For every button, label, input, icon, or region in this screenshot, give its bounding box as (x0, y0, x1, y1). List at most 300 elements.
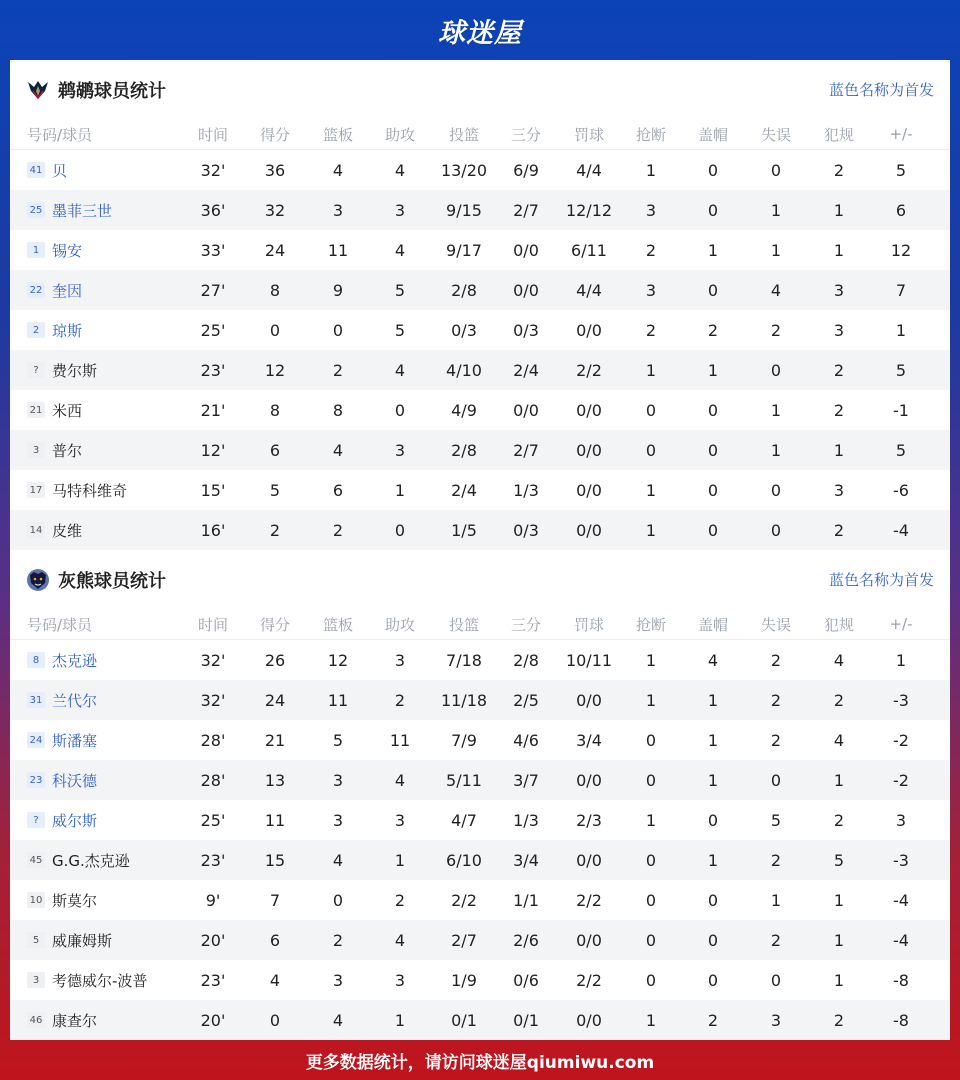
stat-blocks: 0 (707, 930, 719, 950)
stat-free-throws: 0/0 (576, 770, 602, 790)
stat-turnovers: 2 (770, 930, 782, 950)
player-name-link[interactable]: 皮维 (52, 521, 83, 540)
player-row[interactable] (10, 1000, 950, 1040)
stat-field-goals: 4/7 (451, 810, 477, 830)
stat-blocks: 0 (707, 480, 719, 500)
stat-points: 0 (269, 1010, 281, 1030)
stat-fouls: 1 (833, 770, 845, 790)
stat-fouls: 1 (833, 930, 845, 950)
stat-minutes: 16' (200, 520, 226, 540)
stat-assists: 1 (394, 1010, 406, 1030)
jersey-number-badge: 41 (27, 162, 45, 178)
stat-blocks: 4 (707, 650, 719, 670)
stat-points: 24 (264, 690, 286, 710)
stat-three-pointers: 0/1 (513, 1010, 539, 1030)
stat-blocks: 1 (707, 850, 719, 870)
stat-minutes: 15' (200, 480, 226, 500)
stat-free-throws: 12/12 (565, 200, 613, 220)
player-name-link[interactable]: 斯莫尔 (52, 891, 98, 910)
player-row[interactable] (10, 470, 950, 510)
stat-minutes: 28' (200, 770, 226, 790)
stat-rebounds: 3 (332, 970, 344, 990)
stat-points: 32 (264, 200, 286, 220)
stat-rebounds: 9 (332, 280, 344, 300)
player-row[interactable] (10, 510, 950, 550)
stat-steals: 0 (645, 730, 657, 750)
stat-minutes: 28' (200, 730, 226, 750)
player-name-link[interactable]: 米西 (52, 401, 83, 420)
stat-turnovers: 2 (770, 730, 782, 750)
site-logo[interactable]: 球迷屋 (438, 17, 522, 49)
stat-plus-minus: -3 (893, 690, 909, 710)
stat-rebounds: 3 (332, 200, 344, 220)
stat-three-pointers: 2/5 (513, 690, 539, 710)
grizzlies-logo-icon (26, 568, 50, 592)
stat-assists: 5 (394, 280, 406, 300)
stat-fouls: 2 (833, 400, 845, 420)
jersey-number-badge: 24 (27, 732, 45, 748)
stat-field-goals: 2/4 (451, 480, 477, 500)
stat-rebounds: 3 (332, 810, 344, 830)
stat-field-goals: 11/18 (440, 690, 488, 710)
stat-fouls: 2 (833, 520, 845, 540)
player-name-link[interactable]: 杰克逊 (52, 651, 98, 670)
stat-assists: 3 (394, 200, 406, 220)
stat-fouls: 2 (833, 160, 845, 180)
player-cell (27, 310, 207, 350)
stat-fouls: 1 (833, 890, 845, 910)
stat-plus-minus: -4 (893, 890, 909, 910)
stat-rebounds: 2 (332, 930, 344, 950)
stat-plus-minus: 3 (895, 810, 907, 830)
stat-plus-minus: 12 (890, 240, 912, 260)
stat-steals: 0 (645, 440, 657, 460)
starter-legend: 蓝色名称为首发 (828, 81, 934, 99)
player-name-link[interactable]: 马特科维奇 (52, 481, 128, 500)
stat-assists: 0 (394, 520, 406, 540)
player-row[interactable] (10, 720, 950, 760)
stat-points: 13 (264, 770, 286, 790)
stat-turnovers: 2 (770, 650, 782, 670)
stat-fouls: 1 (833, 240, 845, 260)
player-cell (27, 960, 207, 1000)
stat-plus-minus: 7 (895, 280, 907, 300)
player-name-link[interactable]: G.G.杰克逊 (52, 851, 130, 870)
stat-three-pointers: 0/3 (513, 320, 539, 340)
player-cell (27, 150, 207, 190)
stat-rebounds: 0 (332, 320, 344, 340)
column-header-fouls: 犯规 (823, 615, 854, 634)
player-row[interactable] (10, 310, 950, 350)
player-name-link[interactable]: 斯潘塞 (52, 731, 98, 750)
stat-blocks: 1 (707, 240, 719, 260)
column-header-blocks: 盖帽 (697, 125, 728, 144)
stat-rebounds: 2 (332, 360, 344, 380)
stat-points: 26 (264, 650, 286, 670)
stat-field-goals: 9/15 (446, 200, 482, 220)
stat-steals: 1 (645, 480, 657, 500)
column-header-free-throws: 罚球 (573, 125, 604, 144)
player-row[interactable] (10, 350, 950, 390)
jersey-number-badge: 2 (27, 322, 45, 338)
stat-rebounds: 5 (332, 730, 344, 750)
player-row[interactable] (10, 430, 950, 470)
team-title: 鹈鹕球员统计 (58, 80, 166, 102)
stat-free-throws: 0/0 (576, 930, 602, 950)
column-header-minutes: 时间 (197, 615, 228, 634)
stat-three-pointers: 4/6 (513, 730, 539, 750)
stat-free-throws: 0/0 (576, 400, 602, 420)
column-header-turnovers: 失误 (760, 125, 791, 144)
player-name-link[interactable]: 威尔斯 (52, 811, 98, 830)
stat-assists: 4 (394, 240, 406, 260)
stat-turnovers: 1 (770, 890, 782, 910)
stat-steals: 0 (645, 770, 657, 790)
stat-blocks: 0 (707, 280, 719, 300)
stat-points: 5 (269, 480, 281, 500)
player-cell (27, 800, 207, 840)
column-header-assists: 助攻 (384, 615, 415, 634)
player-name-link[interactable]: 贝 (52, 161, 68, 180)
player-cell (27, 390, 207, 430)
stat-turnovers: 4 (770, 280, 782, 300)
stat-turnovers: 0 (770, 360, 782, 380)
stat-three-pointers: 1/3 (513, 810, 539, 830)
player-row[interactable] (10, 270, 950, 310)
stat-steals: 0 (645, 970, 657, 990)
stat-plus-minus: -4 (893, 930, 909, 950)
stat-steals: 1 (645, 360, 657, 380)
stat-blocks: 0 (707, 200, 719, 220)
footer-banner (0, 1040, 960, 1080)
pelicans-logo-icon (26, 78, 50, 102)
stat-points: 8 (269, 280, 281, 300)
column-header-rebounds: 篮板 (322, 615, 353, 634)
stat-points: 2 (269, 520, 281, 540)
stat-rebounds: 0 (332, 890, 344, 910)
jersey-number-badge: 3 (27, 442, 45, 458)
player-row[interactable] (10, 390, 950, 430)
stat-blocks: 1 (707, 770, 719, 790)
player-row[interactable] (10, 960, 950, 1000)
footer-link-text[interactable]: 更多数据统计，请访问球迷屋qiumiwu.com (305, 1052, 655, 1073)
player-row[interactable] (10, 880, 950, 920)
column-header-field-goals: 投篮 (448, 125, 479, 144)
stat-fouls: 2 (833, 360, 845, 380)
jersey-number-badge: 25 (27, 202, 45, 218)
column-header-turnovers: 失误 (760, 615, 791, 634)
stat-assists: 3 (394, 810, 406, 830)
stat-points: 8 (269, 400, 281, 420)
stat-free-throws: 0/0 (576, 850, 602, 870)
stat-assists: 2 (394, 890, 406, 910)
stat-points: 12 (264, 360, 286, 380)
jersey-number-badge: 31 (27, 692, 45, 708)
stat-plus-minus: -3 (893, 850, 909, 870)
stat-rebounds: 11 (327, 690, 349, 710)
stat-blocks: 1 (707, 360, 719, 380)
table-header-row (10, 609, 950, 640)
jersey-number-badge: 1 (27, 242, 45, 258)
stat-turnovers: 2 (770, 850, 782, 870)
stat-assists: 1 (394, 850, 406, 870)
column-header-blocks: 盖帽 (697, 615, 728, 634)
stat-fouls: 4 (833, 730, 845, 750)
stat-field-goals: 13/20 (440, 160, 488, 180)
jersey-number-badge: 3 (27, 972, 45, 988)
top-banner (0, 0, 960, 60)
jersey-number-badge: 5 (27, 932, 45, 948)
stat-blocks: 2 (707, 320, 719, 340)
stat-assists: 2 (394, 690, 406, 710)
column-header-free-throws: 罚球 (573, 615, 604, 634)
player-cell (27, 470, 207, 510)
player-name-link[interactable]: 锡安 (52, 241, 83, 260)
stat-assists: 11 (389, 730, 411, 750)
player-name-link[interactable]: 考德威尔-波普 (52, 971, 148, 990)
stat-assists: 4 (394, 360, 406, 380)
stat-field-goals: 7/18 (446, 650, 482, 670)
jersey-number-badge: 23 (27, 772, 45, 788)
stat-free-throws: 0/0 (576, 440, 602, 460)
player-name-link[interactable]: 费尔斯 (52, 361, 98, 380)
player-name-link[interactable]: 琼斯 (52, 321, 83, 340)
player-row[interactable] (10, 680, 950, 720)
player-cell (27, 880, 207, 920)
stat-field-goals: 2/8 (451, 280, 477, 300)
stat-blocks: 2 (707, 1010, 719, 1030)
player-cell (27, 920, 207, 960)
jersey-number-badge: 22 (27, 282, 45, 298)
stat-rebounds: 8 (332, 400, 344, 420)
player-row[interactable] (10, 920, 950, 960)
stat-rebounds: 4 (332, 1010, 344, 1030)
stat-three-pointers: 2/6 (513, 930, 539, 950)
stat-blocks: 0 (707, 970, 719, 990)
stat-field-goals: 0/3 (451, 320, 477, 340)
stat-steals: 1 (645, 690, 657, 710)
player-row[interactable] (10, 190, 950, 230)
stat-three-pointers: 0/3 (513, 520, 539, 540)
stat-turnovers: 0 (770, 970, 782, 990)
jersey-number-badge: ? (27, 812, 45, 828)
stat-fouls: 3 (833, 480, 845, 500)
team-panel-1 (10, 550, 950, 1040)
stats-table (10, 119, 950, 550)
stat-plus-minus: -1 (893, 400, 909, 420)
player-name-link[interactable]: 威廉姆斯 (52, 931, 113, 950)
stat-blocks: 0 (707, 440, 719, 460)
stat-assists: 0 (394, 400, 406, 420)
stat-blocks: 0 (707, 520, 719, 540)
stat-steals: 3 (645, 280, 657, 300)
stat-free-throws: 0/0 (576, 1010, 602, 1030)
stat-minutes: 21' (200, 400, 226, 420)
stat-minutes: 32' (200, 690, 226, 710)
column-header-steals: 抢断 (635, 125, 666, 144)
stat-rebounds: 12 (327, 650, 349, 670)
player-row[interactable] (10, 840, 950, 880)
stat-minutes: 9' (205, 890, 221, 910)
stat-free-throws: 0/0 (576, 520, 602, 540)
stat-minutes: 25' (200, 320, 226, 340)
player-name-link[interactable]: 墨菲三世 (52, 201, 113, 220)
stat-blocks: 0 (707, 160, 719, 180)
player-row[interactable] (10, 640, 950, 680)
stat-points: 21 (264, 730, 286, 750)
stat-free-throws: 10/11 (565, 650, 613, 670)
column-header-rebounds: 篮板 (322, 125, 353, 144)
stat-free-throws: 4/4 (576, 280, 602, 300)
stat-fouls: 1 (833, 440, 845, 460)
stat-fouls: 3 (833, 280, 845, 300)
stat-steals: 0 (645, 890, 657, 910)
stat-fouls: 1 (833, 200, 845, 220)
player-cell (27, 430, 207, 470)
stat-steals: 1 (645, 810, 657, 830)
stat-rebounds: 6 (332, 480, 344, 500)
column-header-minutes: 时间 (197, 125, 228, 144)
column-header-three-pointers: 三分 (510, 125, 541, 144)
stat-assists: 3 (394, 970, 406, 990)
stat-turnovers: 1 (770, 240, 782, 260)
player-row[interactable] (10, 150, 950, 190)
player-cell (27, 350, 207, 390)
stat-fouls: 1 (833, 970, 845, 990)
stat-plus-minus: 5 (895, 440, 907, 460)
jersey-number-badge: 21 (27, 402, 45, 418)
stat-three-pointers: 2/7 (513, 440, 539, 460)
stat-field-goals: 2/2 (451, 890, 477, 910)
stat-fouls: 2 (833, 810, 845, 830)
team-header (10, 550, 950, 609)
stat-assists: 4 (394, 160, 406, 180)
column-header-plus-minus: +/- (889, 125, 913, 143)
stat-free-throws: 0/0 (576, 690, 602, 710)
table-header-row (10, 119, 950, 150)
stat-turnovers: 5 (770, 810, 782, 830)
player-name-link[interactable]: 奎因 (52, 281, 83, 300)
stat-three-pointers: 2/4 (513, 360, 539, 380)
jersey-number-badge: 14 (27, 522, 45, 538)
stat-assists: 4 (394, 930, 406, 950)
column-header-steals: 抢断 (635, 615, 666, 634)
stat-assists: 3 (394, 650, 406, 670)
column-header-assists: 助攻 (384, 125, 415, 144)
stat-steals: 0 (645, 850, 657, 870)
player-name-link[interactable]: 科沃德 (52, 771, 98, 790)
stat-field-goals: 2/7 (451, 930, 477, 950)
stat-turnovers: 3 (770, 1010, 782, 1030)
stat-plus-minus: -2 (893, 770, 909, 790)
stat-three-pointers: 0/0 (513, 240, 539, 260)
stat-points: 7 (269, 890, 281, 910)
stat-free-throws: 2/2 (576, 970, 602, 990)
stat-three-pointers: 3/7 (513, 770, 539, 790)
player-cell (27, 510, 207, 550)
stat-minutes: 36' (200, 200, 226, 220)
stat-turnovers: 2 (770, 690, 782, 710)
player-row[interactable] (10, 760, 950, 800)
player-cell (27, 720, 207, 760)
starter-legend: 蓝色名称为首发 (828, 571, 934, 589)
stat-minutes: 33' (200, 240, 226, 260)
stat-steals: 2 (645, 240, 657, 260)
stat-field-goals: 7/9 (451, 730, 477, 750)
stat-plus-minus: -8 (893, 1010, 909, 1030)
stat-assists: 3 (394, 440, 406, 460)
stat-fouls: 3 (833, 320, 845, 340)
column-header-three-pointers: 三分 (510, 615, 541, 634)
stat-fouls: 5 (833, 850, 845, 870)
stat-points: 4 (269, 970, 281, 990)
player-cell (27, 270, 207, 310)
stat-plus-minus: 5 (895, 360, 907, 380)
stat-blocks: 0 (707, 890, 719, 910)
stat-turnovers: 0 (770, 520, 782, 540)
stat-free-throws: 3/4 (576, 730, 602, 750)
stat-field-goals: 5/11 (446, 770, 482, 790)
stat-rebounds: 4 (332, 160, 344, 180)
player-name-link[interactable]: 兰代尔 (52, 691, 98, 710)
player-row[interactable] (10, 800, 950, 840)
stat-turnovers: 1 (770, 440, 782, 460)
player-cell (27, 840, 207, 880)
jersey-number-badge: 10 (27, 892, 45, 908)
stat-plus-minus: 1 (895, 650, 907, 670)
player-cell (27, 190, 207, 230)
stat-three-pointers: 0/0 (513, 400, 539, 420)
stat-turnovers: 0 (770, 770, 782, 790)
stat-steals: 1 (645, 160, 657, 180)
stat-three-pointers: 3/4 (513, 850, 539, 870)
stat-three-pointers: 2/8 (513, 650, 539, 670)
stat-turnovers: 0 (770, 480, 782, 500)
stat-turnovers: 2 (770, 320, 782, 340)
stat-field-goals: 6/10 (446, 850, 482, 870)
stat-field-goals: 4/10 (446, 360, 482, 380)
stat-plus-minus: -6 (893, 480, 909, 500)
stat-fouls: 2 (833, 1010, 845, 1030)
stat-minutes: 27' (200, 280, 226, 300)
stat-three-pointers: 1/1 (513, 890, 539, 910)
jersey-number-badge: 46 (27, 1012, 45, 1028)
stat-steals: 1 (645, 520, 657, 540)
stat-three-pointers: 0/0 (513, 280, 539, 300)
player-name-link[interactable]: 康查尔 (52, 1011, 98, 1030)
stat-rebounds: 4 (332, 850, 344, 870)
stat-minutes: 12' (200, 440, 226, 460)
stat-steals: 0 (645, 400, 657, 420)
player-row[interactable] (10, 230, 950, 270)
stat-blocks: 1 (707, 730, 719, 750)
stat-rebounds: 4 (332, 440, 344, 460)
stat-steals: 0 (645, 930, 657, 950)
stat-blocks: 0 (707, 400, 719, 420)
player-name-link[interactable]: 普尔 (52, 441, 83, 460)
stat-plus-minus: -8 (893, 970, 909, 990)
column-header-player: 号码/球员 (27, 615, 93, 634)
stat-steals: 2 (645, 320, 657, 340)
stat-free-throws: 2/2 (576, 890, 602, 910)
stat-minutes: 32' (200, 650, 226, 670)
stat-free-throws: 4/4 (576, 160, 602, 180)
stat-points: 24 (264, 240, 286, 260)
column-header-points: 得分 (259, 125, 290, 144)
stat-points: 6 (269, 930, 281, 950)
stat-field-goals: 9/17 (446, 240, 482, 260)
stat-minutes: 20' (200, 1010, 226, 1030)
